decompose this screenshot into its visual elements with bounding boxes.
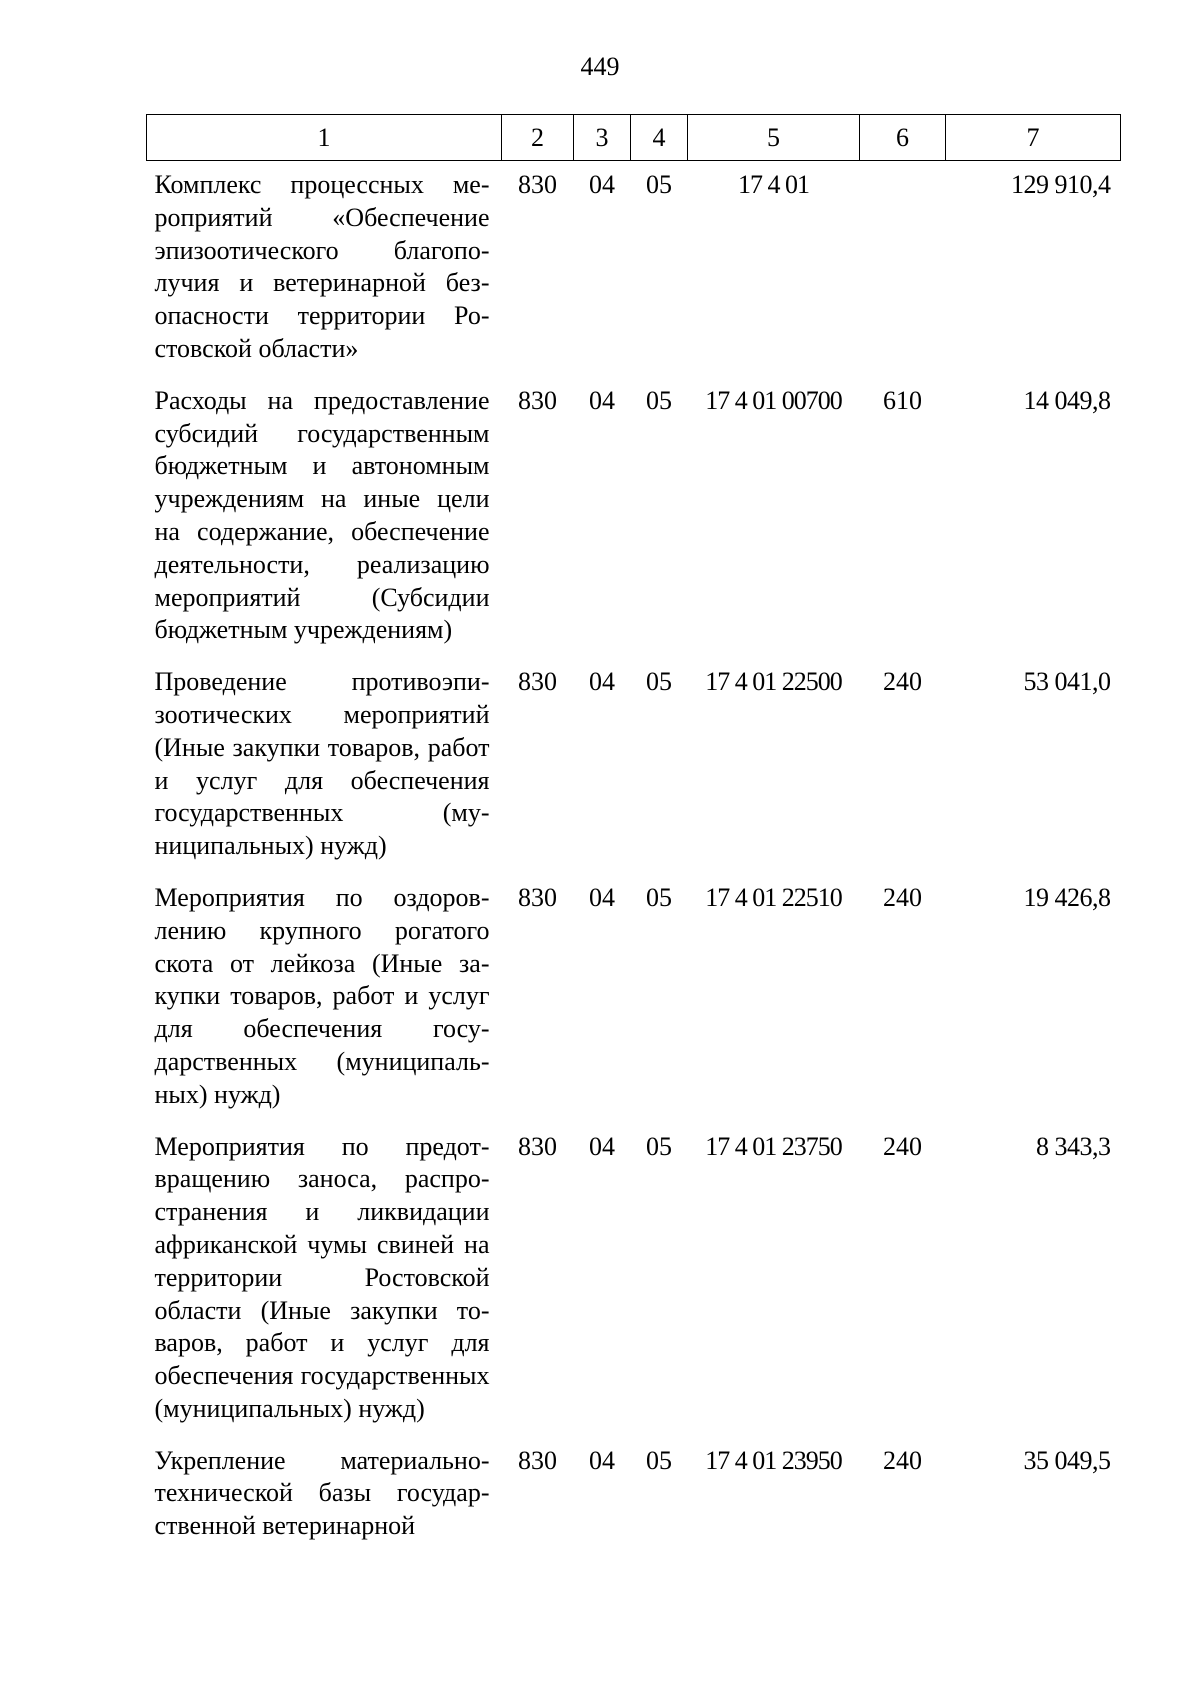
row-description: Комплекс процессных мероприятий «Обеспечение эпизоотического благополучия и ветеринарной безопасности территории Ростовской области» bbox=[154, 170, 490, 363]
row-amount: 53 041,0 bbox=[1023, 667, 1111, 697]
header-cell-5: 5 bbox=[688, 115, 860, 161]
row-target-code: 17 4 01 22500 bbox=[705, 667, 842, 697]
row-expense-type: 240 bbox=[883, 1445, 922, 1475]
row-amount: 19 426,8 bbox=[1023, 882, 1111, 912]
row-description: Мероприятия по предотвращению заноса, распространения и ликвидации африканской чумы свиней на территории Ростовской области (Иные закупки товаров, работ и услуг для обеспечения государственных (муниципальных) нужд) bbox=[154, 1131, 490, 1423]
row-subsection-code: 05 bbox=[646, 882, 672, 912]
row-description: Расходы на предоставление субсидий государственным бюджетным и автономным учреждениям на иные цели на содержание, обеспечение деятельности, реализацию мероприятий (Субсидии бюджетным учреждениям) bbox=[154, 385, 490, 645]
row-section-code: 04 bbox=[589, 1131, 615, 1161]
header-cell-7: 7 bbox=[946, 115, 1121, 161]
row-ministry-code: 830 bbox=[518, 1131, 557, 1161]
row-section-code: 04 bbox=[589, 385, 615, 415]
row-amount: 129 910,4 bbox=[1011, 170, 1111, 199]
row-expense-type bbox=[860, 161, 946, 378]
table-row bbox=[147, 875, 1121, 1124]
row-expense-type: 240 bbox=[883, 1131, 922, 1161]
row-expense-type: 240 bbox=[883, 667, 922, 697]
header-cell-2: 2 bbox=[502, 115, 574, 161]
table-row bbox=[147, 378, 1121, 659]
row-subsection-code: 05 bbox=[646, 385, 672, 415]
row-ministry-code: 830 bbox=[518, 882, 557, 912]
row-target-code: 17 4 01 22510 bbox=[705, 882, 842, 912]
row-amount: 14 049,8 bbox=[1023, 385, 1111, 415]
row-amount: 8 343,3 bbox=[1036, 1131, 1111, 1161]
row-subsection-code: 05 bbox=[646, 170, 672, 199]
header-cell-4: 4 bbox=[631, 115, 688, 161]
header-cell-3: 3 bbox=[574, 115, 631, 161]
row-subsection-code: 05 bbox=[646, 1445, 672, 1475]
row-description: Проведение противоэпизоотических мероприятий (Иные закупки товаров, работ и услуг для обеспечения государственных (муниципальных) нужд) bbox=[154, 667, 490, 861]
row-section-code: 04 bbox=[589, 170, 615, 199]
table-row bbox=[147, 1438, 1121, 1555]
row-subsection-code: 05 bbox=[646, 667, 672, 697]
row-target-code: 17 4 01 00700 bbox=[705, 385, 842, 415]
row-section-code: 04 bbox=[589, 1445, 615, 1475]
row-expense-type: 610 bbox=[883, 385, 922, 415]
page-number: 449 bbox=[580, 52, 620, 81]
row-ministry-code: 830 bbox=[518, 385, 557, 415]
table-row bbox=[147, 1124, 1121, 1438]
row-expense-type: 240 bbox=[883, 882, 922, 912]
row-ministry-code: 830 bbox=[518, 170, 557, 199]
row-amount: 35 049,5 bbox=[1023, 1445, 1111, 1475]
row-section-code: 04 bbox=[589, 667, 615, 697]
table-header-row bbox=[147, 115, 1121, 161]
row-ministry-code: 830 bbox=[518, 1445, 557, 1475]
header-cell-1: 1 bbox=[147, 115, 502, 161]
row-subsection-code: 05 bbox=[646, 1131, 672, 1161]
row-target-code: 17 4 01 23950 bbox=[705, 1445, 842, 1475]
header-cell-6: 6 bbox=[860, 115, 946, 161]
row-description: Укрепление материально-технической базы государственной ветеринарной bbox=[154, 1445, 490, 1541]
row-description: Мероприятия по оздоровлению крупного рогатого скота от лейкоза (Иные закупки товаров, работ и услуг для обеспечения государственных (муниципальных) нужд) bbox=[154, 882, 490, 1109]
row-ministry-code: 830 bbox=[518, 667, 557, 697]
row-target-code: 17 4 01 23750 bbox=[705, 1131, 842, 1161]
row-target-code: 17 4 01 bbox=[738, 170, 809, 199]
table-row bbox=[147, 659, 1121, 875]
table-row bbox=[147, 161, 1121, 378]
budget-table bbox=[146, 114, 1121, 1555]
row-section-code: 04 bbox=[589, 882, 615, 912]
